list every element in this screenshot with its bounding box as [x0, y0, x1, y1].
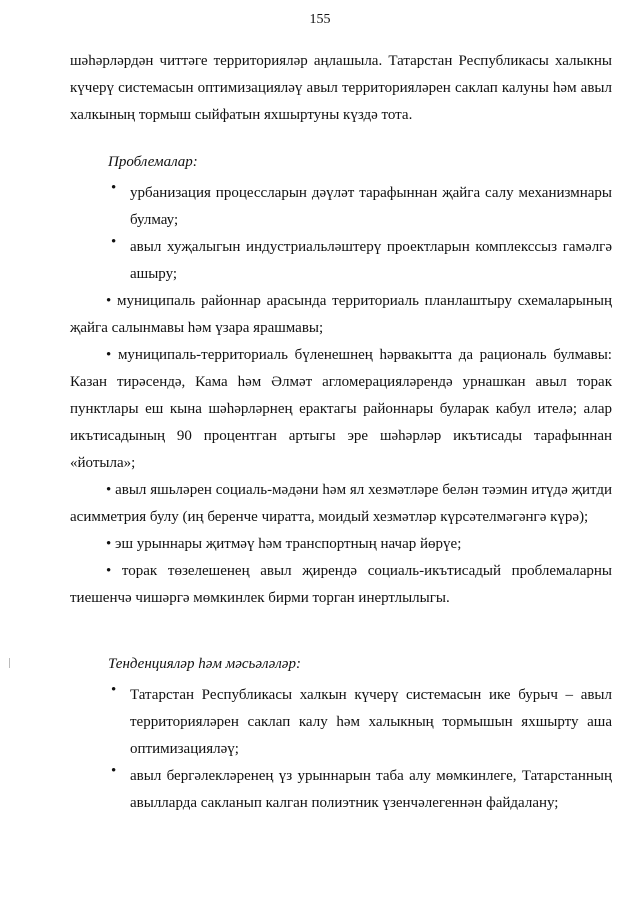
list-item-text: муниципаль районнар арасында территориаль планлаштыру схемаларының җайга салынмавы һәм үзара ярашмавы; — [70, 293, 612, 336]
bullet-icon: • — [111, 234, 117, 250]
trends-heading: Тенденцияләр һәм мәсьәләләр: — [108, 656, 301, 672]
list-item — [70, 682, 612, 763]
list-item-text: авыл хуҗалыгын индустриальләштерү проектларын комплекссыз гамәлгә ашыру; — [130, 239, 612, 282]
list-item-text: • муниципаль-территориаль бүленешнең һәрвакытта да рациональ булмавы: Казан тирәсендә, Кама һәм Әлмәт агломерацияләрендә урнашкан авыл торак пунктлары еш кына шәһәрләрнең ерактагы районнары буларак кабул ителә; алар икътисадының 90 процентган артыгы эре шәһәрләр икътисады тарафыннан «йотыла»; — [70, 347, 612, 471]
list-item-text: • торак төзелешенең авыл җирендә социаль-икътисадый проблемаларны тиешенчә чишәргә мөмкинлек бирми торган инертлылыгы. — [70, 563, 612, 606]
list-item-text: муниципаль-территориаль бүленешнең һәрвакытта да рациональ булмавы: Казан тирәсендә, Кама һәм Әлмәт агломерацияләрендә урнашкан авыл торак пунктлары еш кына шәһәрләрнең ерактагы районнары буларак кабул ителә; алар икътисадының 90 процентган артыгы эре шәһәрләр икътисады тарафыннан «йотыла»; — [70, 347, 612, 471]
bullet-icon: • — [111, 180, 117, 196]
intro-paragraph: шәһәрләрдән читтәге территорияләр аңлашыла. Татарстан Республикасы халыкны күчерү системасын оптимизацияләү авыл территорияләрен саклап калуны һәм авыл халкының тормыш сыйфатын яхшыртуны күздә тота. — [70, 53, 612, 123]
list-item-text: Татарстан Республикасы халкын күчерү системасын ике бурыч – авыл территорияләрен саклап калу һәм халыкның тормышын яхшырту аша оптимизацияләү; — [130, 687, 612, 757]
bullet-icon: • — [111, 763, 117, 779]
document-body — [70, 48, 612, 817]
list-item — [70, 180, 612, 234]
list-item-text: • авыл яшьләрен социаль-мәдәни һәм ял хезмәтләре белән тәэмин итүдә җитди асимметрия булу (иң беренче чиратта, моидый хезмәтләр күрсәтелмәгәнгә күрә); — [70, 482, 612, 525]
list-item-text: авыл яшьләрен социаль-мәдәни һәм ял хезмәтләре белән тәэмин итүдә җитди асимметрия булу (иң беренче чиратта, моидый хезмәтләр күрсәтелмәгәнгә күрә); — [70, 482, 612, 525]
list-item-text: • эш урыннары җитмәү һәм транспортның начар йөрүе; — [106, 536, 462, 552]
list-item-text: эш урыннары җитмәү һәм транспортның начар йөрүе; — [115, 536, 462, 552]
list-item-text: • муниципаль районнар арасында территориаль планлаштыру схемаларының җайга салынмавы һәм үзара ярашмавы; — [70, 293, 612, 336]
list-item-text: урбанизация процессларын дәүләт тарафыннан җайга салу механизмнары булмау; — [130, 185, 612, 228]
list-item-text: авыл бергәлекләренең үз урыннарын таба алу мөмкинлеге, Татарстанның авылларда сакланып калган полиэтник үзенчәлегеннән файдалану; — [130, 768, 612, 811]
list-item — [70, 763, 612, 817]
bullet-icon: • — [111, 682, 117, 698]
page-number: 155 — [309, 12, 331, 27]
problems-heading: Проблемалар: — [108, 154, 198, 170]
list-item — [70, 234, 612, 288]
list-item-text: торак төзелешенең авыл җирендә социаль-икътисадый проблемаларны тиешенчә чишәргә мөмкинлек бирми торган инертлылыгы. — [70, 563, 612, 606]
margin-mark — [9, 658, 10, 668]
